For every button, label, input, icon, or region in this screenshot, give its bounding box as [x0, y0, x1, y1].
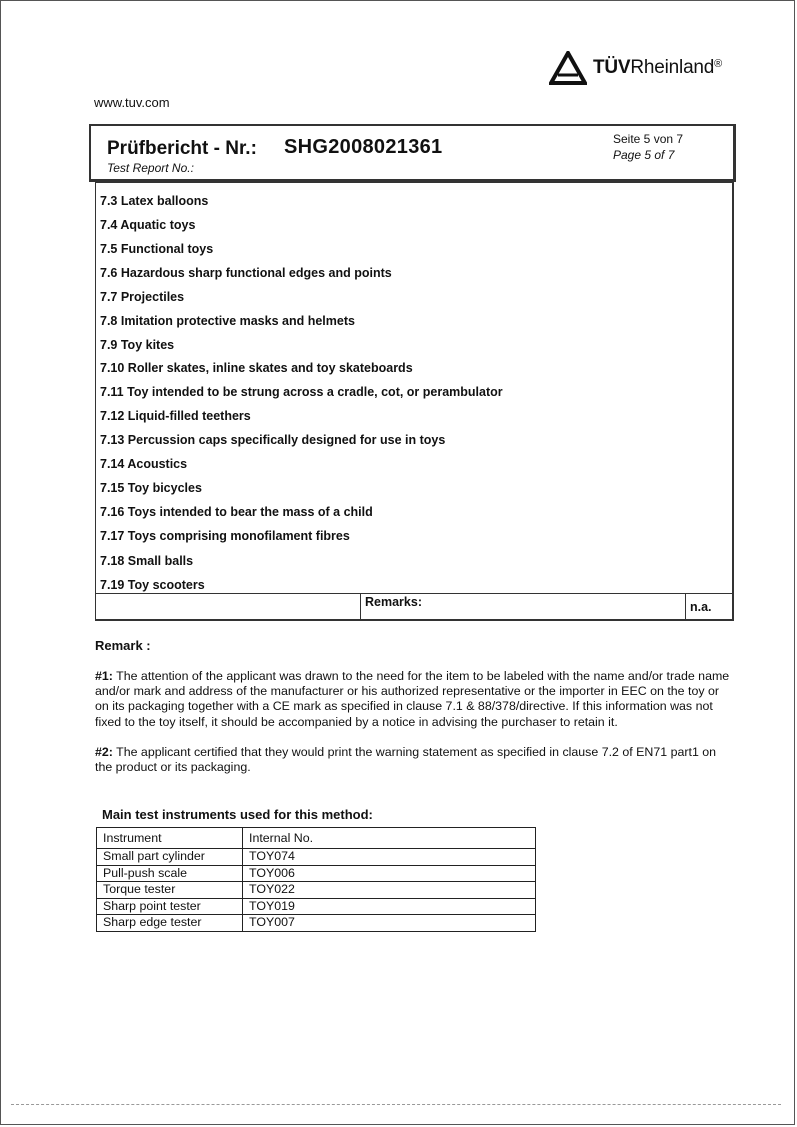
- note-2-tag: #2:: [95, 745, 113, 759]
- note-1-tag: #1:: [95, 669, 113, 683]
- section-list: [95, 182, 734, 594]
- logo-wordmark: [593, 57, 722, 79]
- instrument-name: Torque tester: [97, 882, 243, 899]
- table-row: [97, 915, 536, 932]
- table-row: [97, 882, 536, 899]
- section-item: 7.15 Toy bicycles: [100, 481, 202, 495]
- section-item: 7.7 Projectiles: [100, 290, 185, 304]
- section-item: 7.8 Imitation protective masks and helmets: [100, 314, 355, 328]
- footer-rule: [11, 1104, 781, 1105]
- remarks-row: [95, 594, 734, 621]
- section-item: 7.18 Small balls: [100, 554, 194, 568]
- section-item: 7.6 Hazardous sharp functional edges and points: [100, 266, 392, 280]
- logo-rheinland: Rheinland: [630, 57, 715, 78]
- logo-registered: ®: [714, 58, 723, 70]
- page-number-en: Page 5 of 7: [613, 148, 675, 162]
- section-item: 7.3 Latex balloons: [100, 194, 209, 208]
- remark-heading: Remark :: [95, 638, 151, 653]
- instrument-name: Small part cylinder: [97, 849, 243, 866]
- report-subtitle: Test Report No.:: [107, 161, 194, 175]
- instrument-id: TOY006: [243, 865, 536, 882]
- instrument-name: Pull-push scale: [97, 865, 243, 882]
- logo-tuv: TÜV: [593, 57, 631, 78]
- section-item: 7.12 Liquid-filled teethers: [100, 409, 251, 423]
- section-item: 7.4 Aquatic toys: [100, 218, 196, 232]
- instrument-name: Sharp edge tester: [97, 915, 243, 932]
- page-number-de: Seite 5 von 7: [613, 132, 684, 146]
- instrument-id: TOY019: [243, 898, 536, 915]
- section-item: 7.16 Toys intended to bear the mass of a child: [100, 505, 373, 519]
- section-item: 7.14 Acoustics: [100, 457, 188, 471]
- section-item: 7.10 Roller skates, inline skates and toy skateboards: [100, 361, 413, 375]
- report-title: Prüfbericht - Nr.:: [107, 138, 257, 159]
- website-link[interactable]: www.tuv.com: [94, 95, 170, 110]
- tuv-logo: [549, 51, 722, 85]
- instruments-table: [96, 827, 536, 932]
- table-header-row: [97, 828, 536, 849]
- remarks-label: Remarks:: [365, 595, 422, 609]
- report-header-box: [89, 124, 736, 182]
- note-1-text: The attention of the applicant was drawn to the need for the item to be labeled with the name and/or trade name and/or mark and address of the manufacturer or his authorized representative or the importer in EEC on the toy or on its packaging together with a CE mark as specified in clause 7.1 & 88/378/directive. If this information was not fixed to the toy itself, it should be accompanied by a notice in advising the purchaser to retain it.: [95, 669, 730, 729]
- instrument-name: Sharp point tester: [97, 898, 243, 915]
- section-item: 7.11 Toy intended to be strung across a cradle, cot, or perambulator: [100, 385, 503, 399]
- remarks-value: n.a.: [690, 600, 712, 614]
- remarks-divider: [685, 594, 686, 619]
- column-header: Instrument: [97, 828, 243, 849]
- table-row: [97, 898, 536, 915]
- remark-note-1: [95, 669, 731, 730]
- table-row: [97, 865, 536, 882]
- section-item: 7.5 Functional toys: [100, 242, 214, 256]
- section-item: 7.17 Toys comprising monofilament fibres: [100, 529, 350, 543]
- tuv-triangle-icon: [549, 51, 587, 85]
- note-2-text: The applicant certified that they would print the warning statement as specified in clause 7.2 of EN71 part1 on the product or its packaging.: [95, 745, 717, 775]
- instruments-title: Main test instruments used for this method:: [102, 807, 373, 822]
- column-header: Internal No.: [243, 828, 536, 849]
- section-item: 7.9 Toy kites: [100, 338, 175, 352]
- instrument-id: TOY007: [243, 915, 536, 932]
- section-item: 7.13 Percussion caps specifically designed for use in toys: [100, 433, 446, 447]
- instrument-id: TOY074: [243, 849, 536, 866]
- remarks-divider: [360, 594, 361, 619]
- table-row: [97, 849, 536, 866]
- report-number: SHG2008021361: [284, 136, 443, 158]
- remark-note-2: [95, 745, 731, 775]
- section-item: 7.19 Toy scooters: [100, 578, 205, 592]
- instrument-id: TOY022: [243, 882, 536, 899]
